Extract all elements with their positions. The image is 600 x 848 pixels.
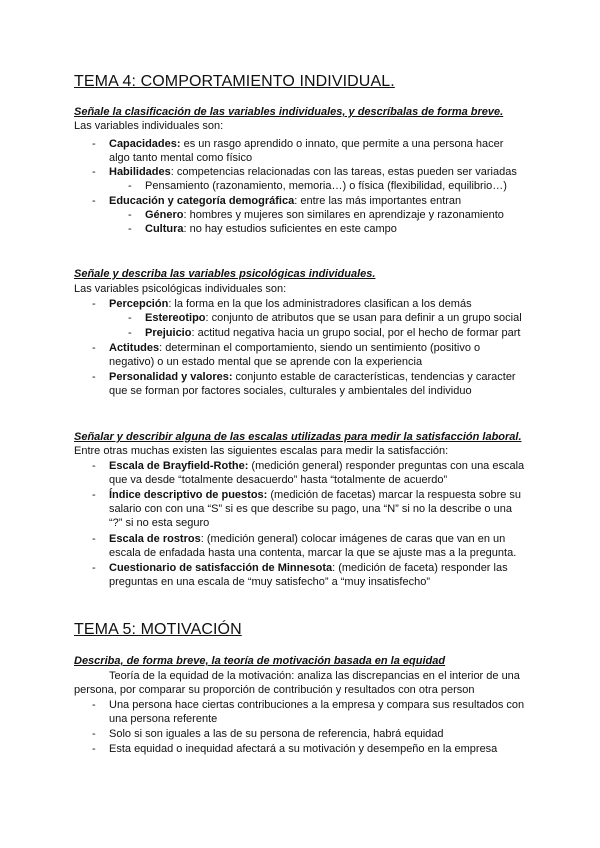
tema5-q1-heading: Describa, de forma breve, la teoría de motivación basada en la equidad bbox=[74, 655, 446, 667]
sub-item-cultura: Cultura: no hay estudios suficientes en este campo bbox=[145, 223, 397, 235]
list-item-indice: Índice descriptivo de puestos: (medición de facetas) marcar la respuesta sobre su bbox=[109, 489, 522, 501]
sub-item-estereotipo: Estereotipo: conjunto de atributos que se usan para definir a un grupo social bbox=[145, 312, 522, 324]
bullet-dash: - bbox=[92, 342, 96, 354]
list-item-equidad-1: Una persona hace ciertas contribuciones a la empresa y compara sus resultados con bbox=[109, 699, 525, 711]
list-item-indice-cont2: “?” si no esta seguro bbox=[109, 517, 210, 529]
sub-item-genero: Género: hombres y mujeres son similares en aprendizaje y razonamiento bbox=[145, 209, 504, 221]
term-habilidades: Habilidades bbox=[109, 166, 171, 178]
tema4-q1-intro: Las variables individuales son: bbox=[74, 120, 224, 132]
sub-item-pensamiento: Pensamiento (razonamiento, memoria…) o física (flexibilidad, equilibrio…) bbox=[145, 180, 507, 192]
tema5-q1-para: Teoría de la equidad de la motivación: analiza las discrepancias en el interior de una bbox=[109, 670, 520, 682]
list-item-actitudes: Actitudes: determinan el comportamiento, siendo un sentimiento (positivo o bbox=[109, 342, 481, 354]
list-item-habilidades: Habilidades: competencias relacionadas con las tareas, estas pueden ser variadas bbox=[109, 166, 517, 178]
term-educacion: Educación y categoría demográfica bbox=[109, 195, 295, 207]
tema4-q1-heading: Señale la clasificación de las variables individuales, y descríbalas de forma breve. bbox=[74, 106, 504, 118]
list-item-educacion: Educación y categoría demográfica: entre las más importantes entran bbox=[109, 195, 462, 207]
list-item-rostros-cont: escala de enfadada hasta una contenta, marcar la que se ajuste mas a la pregunta. bbox=[109, 547, 517, 559]
tema5-q1-para-cont: persona, por comparar su proporción de contribución y resultados con otra person bbox=[74, 684, 475, 696]
list-item-equidad-2: Solo si son iguales a las de su persona de referencia, habrá equidad bbox=[109, 728, 444, 740]
tema4-q3-intro: Entre otras muchas existen las siguientes escalas para medir la satisfacción: bbox=[74, 445, 449, 457]
list-item-minnesota: Cuestionario de satisfacción de Minnesota: (medición de faceta) responder las bbox=[109, 562, 508, 574]
term-capacidades: Capacidades: bbox=[109, 138, 181, 150]
bullet-dash: - bbox=[92, 699, 96, 711]
sub-bullet-dash: - bbox=[128, 327, 132, 339]
bullet-dash: - bbox=[92, 195, 96, 207]
bullet-dash: - bbox=[92, 460, 96, 472]
list-item-actitudes-cont: negativo) o un estado mental que se aprende con la experiencia bbox=[109, 356, 423, 368]
list-item-rostros: Escala de rostros: (medición general) colocar imágenes de caras que van en un bbox=[109, 533, 506, 545]
list-item-equidad-3: Esta equidad o inequidad afectará a su motivación y desempeño en la empresa bbox=[109, 743, 498, 755]
tema4-q2-intro: Las variables psicológicas individuales son: bbox=[74, 283, 287, 295]
list-item-capacidades-cont: algo tanto mental como físico bbox=[109, 152, 253, 164]
list-item-capacidades: Capacidades: es un rasgo aprendido o innato, que permite a una persona hacer bbox=[109, 138, 504, 150]
sub-bullet-dash: - bbox=[128, 180, 132, 192]
bullet-dash: - bbox=[92, 533, 96, 545]
list-item-percepcion: Percepción: la forma en la que los administradores clasifican a los demás bbox=[109, 298, 472, 310]
bullet-dash: - bbox=[92, 743, 96, 755]
bullet-dash: - bbox=[92, 166, 96, 178]
sub-item-prejuicio: Prejuicio: actitud negativa hacia un grupo social, por el hecho de formar part bbox=[145, 327, 521, 339]
bullet-dash: - bbox=[92, 138, 96, 150]
list-item-brayfield-cont: que va desde “totalmente desacuerdo” hasta “totalmente de acuerdo” bbox=[109, 474, 448, 486]
tema5-title: TEMA 5: MOTIVACIÓN bbox=[74, 621, 242, 638]
sub-bullet-dash: - bbox=[128, 223, 132, 235]
list-item-personalidad-cont: que se forman por factores sociales, culturales y ambientales del individuo bbox=[109, 385, 472, 397]
list-item-personalidad: Personalidad y valores: conjunto estable de características, tendencias y caracter bbox=[109, 371, 516, 383]
sub-bullet-dash: - bbox=[128, 312, 132, 324]
list-item-minnesota-cont: preguntas en una escala de “muy satisfecho” a “muy insatisfecho” bbox=[109, 576, 430, 588]
tema4-title: TEMA 4: COMPORTAMIENTO INDIVIDUAL. bbox=[74, 73, 395, 90]
bullet-dash: - bbox=[92, 371, 96, 383]
tema4-q3-heading: Señalar y describir alguna de las escalas utilizadas para medir la satisfacción laboral. bbox=[74, 431, 522, 443]
list-item-equidad-1-cont: una persona referente bbox=[109, 713, 218, 725]
list-item-brayfield: Escala de Brayfield-Rothe: (medición general) responder preguntas con una escala bbox=[109, 460, 525, 472]
bullet-dash: - bbox=[92, 728, 96, 740]
list-item-indice-cont: salario con con una “S” si es que describe su pago, una “N” si no la describe o una bbox=[109, 503, 512, 515]
bullet-dash: - bbox=[92, 562, 96, 574]
bullet-dash: - bbox=[92, 298, 96, 310]
tema4-q2-heading: Señale y describa las variables psicológicas individuales. bbox=[74, 268, 376, 280]
bullet-dash: - bbox=[92, 489, 96, 501]
sub-bullet-dash: - bbox=[128, 209, 132, 221]
